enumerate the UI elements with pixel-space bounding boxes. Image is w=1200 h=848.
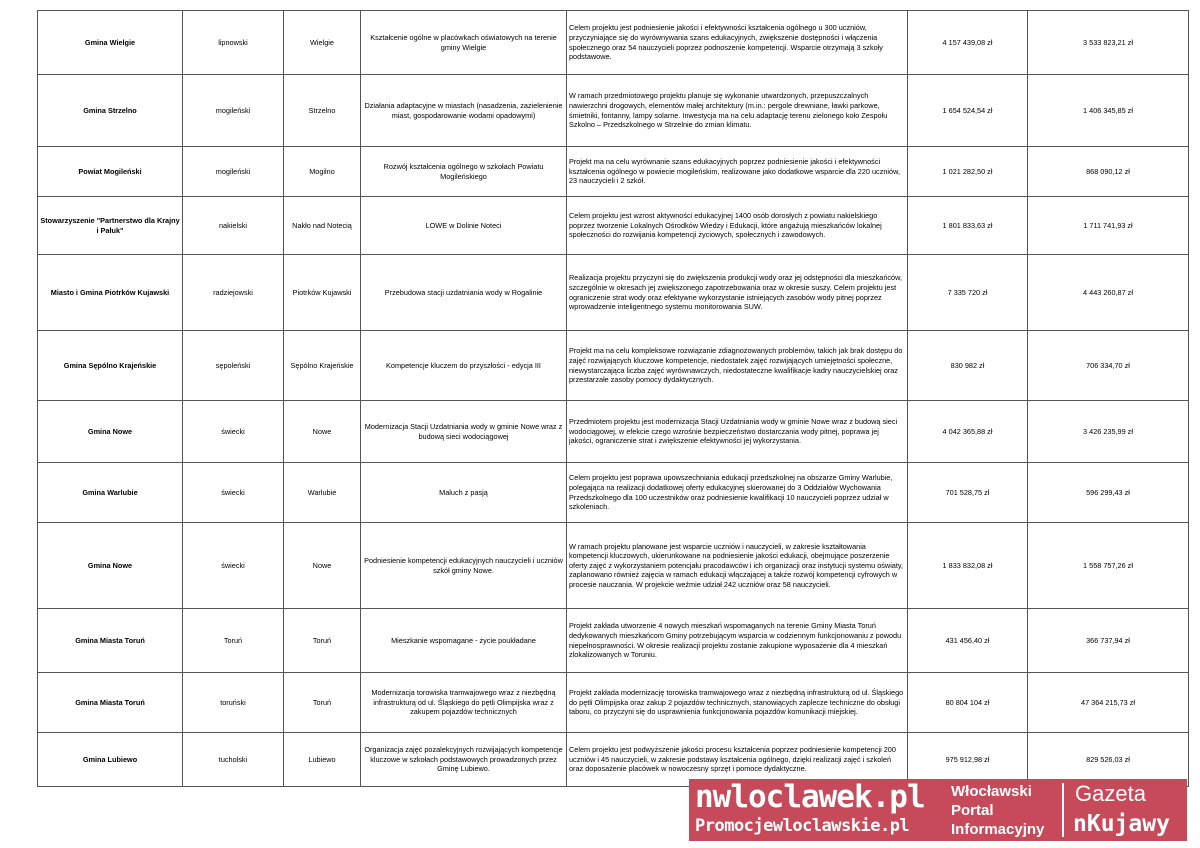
description-cell: W ramach projektu planowane jest wsparcie uczniów i nauczycieli, w zakresie kształtowania kompetencji kluczowych, ukierunkowane na podniesienie jakości edukacji, obejmujące poszerzenie oferty zajęć z wykorzystaniem potencjału pracodawców i ich organizacji oraz instytucji systemu oświaty, zaplanowano również zajęcia w ramach edukacji włączającej a także rozwój kompetencji cyfrowych w procesie nauczania. W projekcie weźmie udział 242 uczniów oraz 58 nauczycieli. (567, 523, 908, 609)
project-title-cell: Modernizacja Stacji Uzdatniania wody w gminie Nowe wraz z budową sieci wodociągowej (361, 401, 567, 463)
kujawy-logo: nKujawy (1073, 811, 1170, 837)
beneficiary-cell: Miasto i Gmina Piotrków Kujawski (38, 255, 183, 331)
beneficiary-cell: Gmina Warlubie (38, 463, 183, 523)
footer-divider (1062, 783, 1064, 837)
total-value-cell: 1 654 524,54 zł (908, 75, 1028, 147)
municipality-cell: Lubiewo (284, 733, 361, 787)
footer-banner (689, 779, 1187, 841)
funding-cell: 1 406 345,85 zł (1028, 75, 1189, 147)
project-title-cell: Działania adaptacyjne w miastach (nasadzenia, zazielenienie miast, gospodarowanie wodami opadowymi) (361, 75, 567, 147)
portal-line: Włocławski (951, 783, 1032, 800)
project-title-cell: Przebudowa stacji uzdatniania wody w Rogalinie (361, 255, 567, 331)
municipality-cell: Mogilno (284, 147, 361, 197)
projects-table (37, 10, 1189, 787)
total-value-cell: 975 912,98 zł (908, 733, 1028, 787)
beneficiary-cell: Gmina Strzelno (38, 75, 183, 147)
total-value-cell: 1 801 833,63 zł (908, 197, 1028, 255)
table-row (38, 609, 1189, 673)
description-cell: Celem projektu jest podwyższenie jakości procesu kształcenia poprzez podniesienie kompetencji 200 uczniów i 45 nauczycieli, w zakresie podstawy kształcenia ogólnego, dzięki realizacji zajęć i szkoleń oraz doposażenie placówek w nowoczesny sprzęt i pomoce dydaktyczne. (567, 733, 908, 787)
table-row (38, 331, 1189, 401)
description-cell: Realizacja projektu przyczyni się do zwiększenia produkcji wody oraz jej odstępności dla mieszkańców, szczególnie w okresach jej zwiększonego zapotrzebowania oraz w okresie suszy. Celem projektu jest ograniczenie strat wody oraz efektywne wykorzystanie istniejących zasobów wody pitnej poprzez wprowadzenie inteligentnego systemu monitorowania SUW. (567, 255, 908, 331)
total-value-cell: 431 456,40 zł (908, 609, 1028, 673)
table-row (38, 673, 1189, 733)
municipality-cell: Sępólno Krajeńskie (284, 331, 361, 401)
funding-cell: 47 364 215,73 zł (1028, 673, 1189, 733)
table-row (38, 463, 1189, 523)
county-cell: toruński (183, 673, 284, 733)
project-title-cell: Kształcenie ogólne w placówkach oświatowych na terenie gminy Wielgie (361, 11, 567, 75)
county-cell: mogileński (183, 147, 284, 197)
description-cell: W ramach przedmiotowego projektu planuje się wykonanie utwardzonych, przepuszczalnych nawierzchni drogowych, elementów małej architektury (m.in.: pergole drewniane, ławki parkowe, śmietniki, fontanny, lampy solarne. Inwestycja ma na celu adaptację terenu zielonego koło Zespołu Szkolno – Przedszkolnego w Strzelnie do zmian klimatu. (567, 75, 908, 147)
beneficiary-cell: Gmina Wielgie (38, 11, 183, 75)
total-value-cell: 1 833 832,08 zł (908, 523, 1028, 609)
funding-cell: 3 426 235,99 zł (1028, 401, 1189, 463)
total-value-cell: 80 804 104 zł (908, 673, 1028, 733)
site-logo-subtitle: Promocjewloclawskie.pl (695, 816, 910, 836)
funding-cell: 1 558 757,26 zł (1028, 523, 1189, 609)
table-row (38, 197, 1189, 255)
funding-cell: 596 299,43 zł (1028, 463, 1189, 523)
description-cell: Projekt ma na celu wyrównanie szans edukacyjnych poprzez podniesienie jakości i efektywności kształcenia ogólnego w powiecie mogileńskim, realizowane jako dodatkowe wsparcie dla 220 uczniów, 23 nauczycieli i 2 szkół. (567, 147, 908, 197)
table-row (38, 75, 1189, 147)
funding-cell: 4 443 260,87 zł (1028, 255, 1189, 331)
table-row (38, 11, 1189, 75)
beneficiary-cell: Gmina Miasta Toruń (38, 673, 183, 733)
funding-cell: 706 334,70 zł (1028, 331, 1189, 401)
description-cell: Projekt zakłada modernizację torowiska tramwajowego wraz z niezbędną infrastrukturą od ul. Śląskiego do pętli Olimpijska oraz zakup 2 pojazdów technicznych, stanowiących zaplecze techniczne do obsługi taboru, co przyczyni się do usprawnienia funkcjonowania pojazdów komunikacji miejskiej. (567, 673, 908, 733)
table-row (38, 401, 1189, 463)
county-cell: świecki (183, 523, 284, 609)
table-row (38, 523, 1189, 609)
project-title-cell: Maluch z pasją (361, 463, 567, 523)
county-cell: Toruń (183, 609, 284, 673)
description-cell: Celem projektu jest podniesienie jakości i efektywności kształcenia ogólnego u 300 uczniów, przyczyniające się do wyrównywania szans edukacyjnych, zwiększenie dostępności i włączenia społecznego oraz 54 nauczycieli poprzez podnoszenie kompetencji. Wsparcie otrzymają 3 szkoły podstawowe. (567, 11, 908, 75)
county-cell: sępoleński (183, 331, 284, 401)
total-value-cell: 4 042 365,88 zł (908, 401, 1028, 463)
total-value-cell: 1 021 282,50 zł (908, 147, 1028, 197)
beneficiary-cell: Stowarzyszenie "Partnerstwo dla Krajny i Pałuk" (38, 197, 183, 255)
municipality-cell: Nowe (284, 401, 361, 463)
table-body (38, 11, 1189, 787)
table-row (38, 255, 1189, 331)
portal-line: Informacyjny (951, 821, 1045, 838)
beneficiary-cell: Powiat Mogileński (38, 147, 183, 197)
municipality-cell: Toruń (284, 673, 361, 733)
project-title-cell: Rozwój kształcenia ogólnego w szkołach Powiatu Mogileńskiego (361, 147, 567, 197)
county-cell: nakielski (183, 197, 284, 255)
municipality-cell: Strzelno (284, 75, 361, 147)
funding-cell: 829 526,03 zł (1028, 733, 1189, 787)
total-value-cell: 4 157 439,08 zł (908, 11, 1028, 75)
project-title-cell: Modernizacja torowiska tramwajowego wraz z niezbędną infrastrukturą od ul. Śląskiego do pętli Olimpijska wraz z zakupem pojazdów technicznych (361, 673, 567, 733)
county-cell: lipnowski (183, 11, 284, 75)
project-title-cell: Organizacja zajęć pozalekcyjnych rozwijających kompetencje kluczowe w szkołach podstawowych prowadzonych przez Gminę Lubiewo. (361, 733, 567, 787)
municipality-cell: Nowe (284, 523, 361, 609)
funding-cell: 366 737,94 zł (1028, 609, 1189, 673)
beneficiary-cell: Gmina Sępólno Krajeńskie (38, 331, 183, 401)
total-value-cell: 830 982 zł (908, 331, 1028, 401)
project-title-cell: Podniesienie kompetencji edukacyjnych nauczycieli i uczniów szkół gminy Nowe. (361, 523, 567, 609)
description-cell: Projekt ma na celu kompleksowe rozwiązanie zdiagnozowanych problemów, takich jak brak dostępu do zajęć rozwijających kluczowe kompetencje, niedostatek zajęć rozwijających umiejętności społeczne, niewystarczająca liczba zajęć wyrównawczych, niedostateczne kwalifikacje kadry nauczycielskiej oraz przestarzałe zasoby pomocy dydaktycznych. (567, 331, 908, 401)
funding-cell: 1 711 741,93 zł (1028, 197, 1189, 255)
county-cell: świecki (183, 463, 284, 523)
gazeta-label: Gazeta (1075, 781, 1146, 806)
municipality-cell: Wielgie (284, 11, 361, 75)
description-cell: Celem projektu jest poprawa upowszechniania edukacji przedszkolnej na obszarze Gminy Warlubie, polegająca na realizacji dodatkowej oferty edukacyjnej skierowanej do 3 Oddziałów Wychowania Przedszkolnego dla 100 uczestników oraz podniesienie kwalifikacji 10 nauczycieli poprzez udział w szkoleniach. (567, 463, 908, 523)
description-cell: Celem projektu jest wzrost aktywności edukacyjnej 1400 osób dorosłych z powiatu nakielskiego poprzez tworzenie Lokalnych Ośrodków Wiedzy i Edukacji, które angażują mieszkańców lokalnej społeczności do rozwijania kompetencji życiowych, społecznych i zawodowych. (567, 197, 908, 255)
municipality-cell: Warlubie (284, 463, 361, 523)
total-value-cell: 701 528,75 zł (908, 463, 1028, 523)
table-row (38, 147, 1189, 197)
description-cell: Przedmiotem projektu jest modernizacja Stacji Uzdatniania wody w gminie Nowe wraz z budową sieci wodociągowej, w efekcie czego wzrośnie bezpieczeństwo dostarczania wody pitnej, poprawa jej jakości, ograniczenie strat i zwiększenie efektywności jej wykorzystania. (567, 401, 908, 463)
project-title-cell: Kompetencje kluczem do przyszłości - edycja III (361, 331, 567, 401)
funding-cell: 868 090,12 zł (1028, 147, 1189, 197)
county-cell: radziejowski (183, 255, 284, 331)
county-cell: mogileński (183, 75, 284, 147)
site-logo: nwloclawek.pl (695, 779, 925, 815)
municipality-cell: Nakło nad Notecią (284, 197, 361, 255)
county-cell: świecki (183, 401, 284, 463)
portal-label (951, 782, 1061, 839)
beneficiary-cell: Gmina Lubiewo (38, 733, 183, 787)
project-title-cell: Mieszkanie wspomagane - życie poukładane (361, 609, 567, 673)
municipality-cell: Toruń (284, 609, 361, 673)
project-title-cell: LOWE w Dolinie Noteci (361, 197, 567, 255)
county-cell: tucholski (183, 733, 284, 787)
total-value-cell: 7 335 720 zł (908, 255, 1028, 331)
description-cell: Projekt zakłada utworzenie 4 nowych mieszkań wspomaganych na terenie Gminy Miasta Toruń dedykowanych mieszkańcom Gminy potrzebującym wsparcia w codziennym funkcjonowaniu z powodu niepełnosprawności. W okresie realizacji projektu zostanie zakupione wyposażenie dla 4 mieszkań zlokalizowanych w Toruniu. (567, 609, 908, 673)
beneficiary-cell: Gmina Nowe (38, 523, 183, 609)
beneficiary-cell: Gmina Nowe (38, 401, 183, 463)
funding-cell: 3 533 823,21 zł (1028, 11, 1189, 75)
municipality-cell: Piotrków Kujawski (284, 255, 361, 331)
portal-line: Portal (951, 802, 994, 819)
beneficiary-cell: Gmina Miasta Toruń (38, 609, 183, 673)
